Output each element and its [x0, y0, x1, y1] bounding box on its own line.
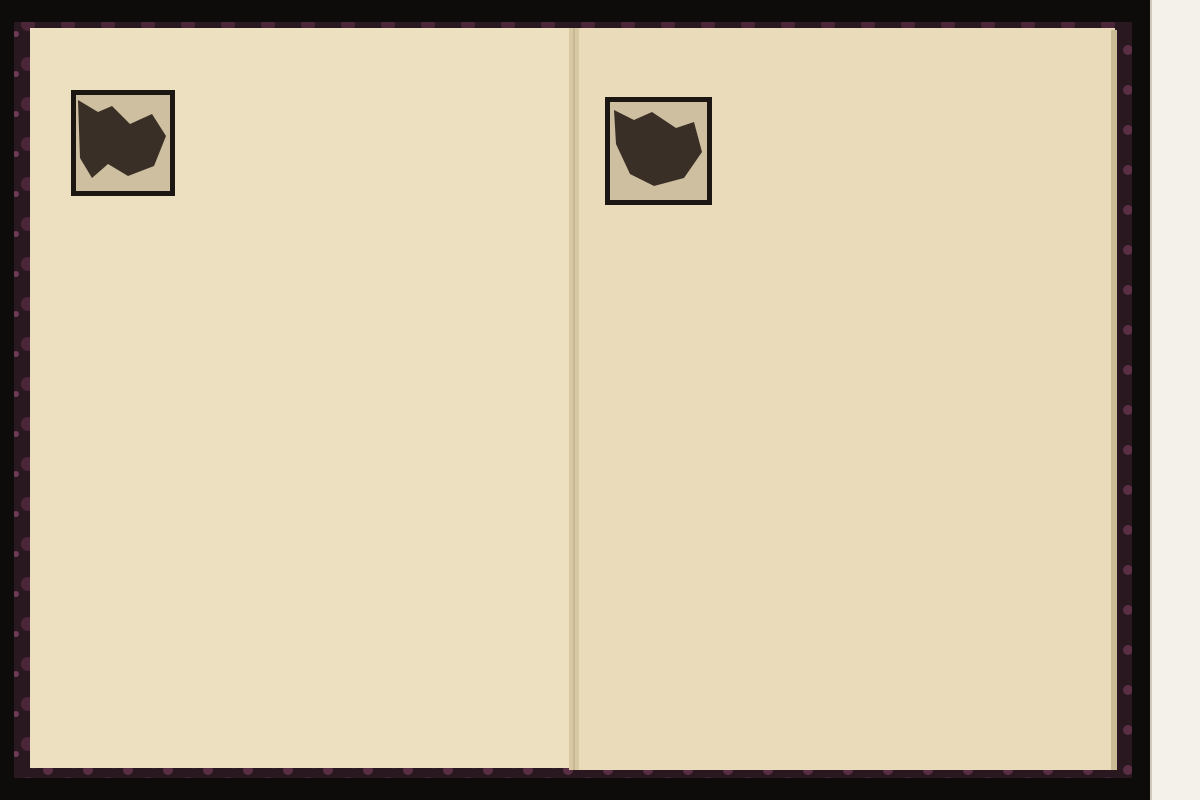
page-edge	[1111, 30, 1117, 770]
woodcut-initial-s-icon	[71, 90, 175, 196]
woodcut-initial-m-icon	[605, 97, 712, 205]
ruler	[1150, 0, 1200, 800]
